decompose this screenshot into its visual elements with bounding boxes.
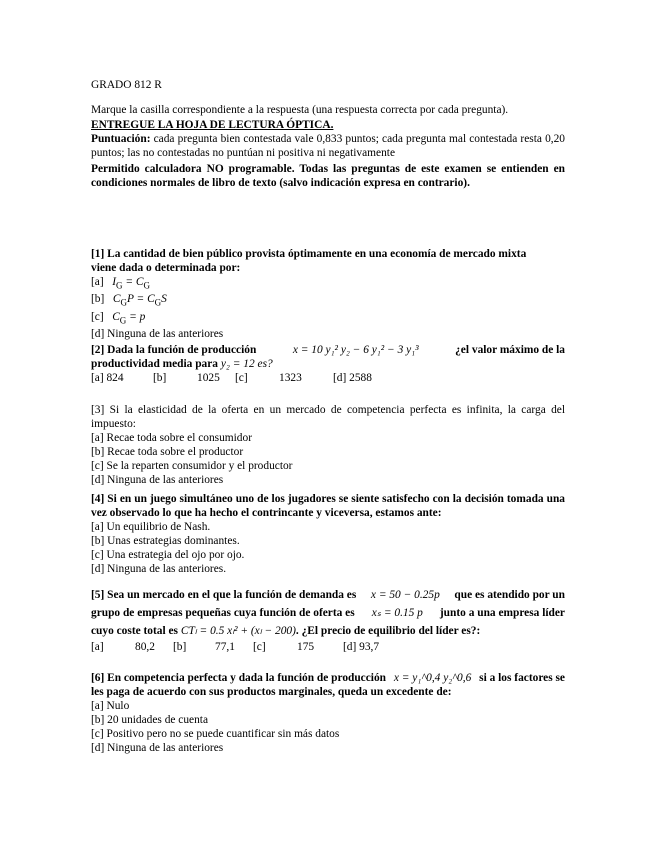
scoring-label: Puntuación: [91,133,151,145]
option-b-math-4: G [154,297,162,308]
calculator-notice: Permitido calculadora NO programable. Todas las preguntas de este examen se entienden en condiciones normales de libro de texto (salvo indicación expresa en contrario). [91,163,565,189]
question-5-stem-b: que es atendido por un [454,589,565,601]
question-2-option-b-value: 1025 [197,372,220,384]
question-1-stem [91,247,565,275]
option-a-math-4: G [143,280,150,291]
question-6-stem-line2: les paga de acuerdo con sus productos marginales, queda un excedente de: [91,686,452,698]
question-5-option-b-label[interactable]: [b] [173,641,187,653]
option-c-math-3: = p [126,310,146,323]
option-b-math-3: P = C [126,293,155,306]
option-a-math-3: = C [122,276,144,288]
question-2-stem-b: ¿el valor máximo de la [455,344,565,356]
question-1 [91,247,565,341]
question-6-stem-a: [6] En competencia perfecta y dada la función de producción [91,672,386,684]
question-1-option-b[interactable]: [b] $C_GP = C_GS$ [91,293,167,308]
question-5-stem-line2b: junto a una empresa líder [439,607,565,619]
question-2-stem-line2 [91,357,565,371]
question-5-option-c-value: 175 [297,641,315,653]
question-2 [91,343,565,385]
question-4-option-d[interactable]: [d] Ninguna de las anteriores. [91,563,227,575]
question-6-option-a[interactable]: [a] Nulo [91,700,130,712]
question-4-option-b[interactable]: [b] Unas estrategias dominantes. [91,535,240,547]
question-5-stem-line1 [91,588,565,602]
question-2-stem-a: [2] Dada la función de producción [91,344,257,356]
option-a-math-2: G [115,280,123,291]
question-3-option-a[interactable]: [a] Recae toda sobre el consumidor [91,432,252,444]
question-5-stem-line3 [91,624,565,638]
question-5-supply: xₛ = 0.15 p [371,607,423,619]
question-4-option-a[interactable]: [a] Un equilibrio de Nash. [91,521,211,533]
question-2-stem-line2b: y₂ = 12 es? [220,358,273,370]
question-5-options [91,640,565,654]
question-6-stem-line1 [91,671,565,685]
question-2-option-c-value: 1323 [279,372,302,384]
question-6-option-b[interactable]: [b] 20 unidades de cuenta [91,714,209,726]
question-3-option-c[interactable]: [c] Se la reparten consumidor y el productor [91,460,293,472]
deliver-notice: ENTREGUE LA HOJA DE LECTURA ÓPTICA. [91,119,334,131]
scoring-text: cada pregunta bien contestada vale 0,833 puntos; cada pregunta mal contestada resta 0,20 puntos; las no contestadas no puntúan ni positiva ni negativamente [91,133,565,159]
question-3-stem: [3] Si la elasticidad de la oferta en un mercado de competencia perfecta es infinita, la carga del impuesto: [91,404,565,430]
option-b-math-1: C [112,293,121,306]
question-1-stem-line2: viene dada o determinada por: [91,262,241,274]
option-b-math-2: G [120,297,127,308]
question-5-option-b-value: 77,1 [215,641,235,653]
question-2-stem-line2a: productividad media para [91,358,219,370]
scoring-block [91,132,565,160]
question-2-option-b-label[interactable]: [b] [153,372,167,384]
question-5-option-d[interactable]: [d] 93,7 [343,641,380,653]
question-2-formula: x = 10 y₁² y₂ − 6 y₁² − 3 y₁³ [292,344,419,356]
option-b-math-5: S [161,293,167,306]
question-2-stem-line1 [91,343,565,357]
question-5 [91,588,565,654]
exam-code: GRADO 812 R [91,79,162,91]
option-a-math-1: I [112,276,116,288]
question-5-option-a-label[interactable]: [a] [91,641,104,653]
question-5-cost: CTₗ = 0.5 xₗ² + (xₗ − 200) [180,625,296,637]
question-5-stem-a: [5] Sea un mercado en el que la función de demanda es [91,589,357,601]
instruction-text: Marque la casilla correspondiente a la respuesta (una respuesta correcta por cada pregunta). [91,104,509,116]
question-6-formula: x = y₁^0,4 y₂^0,6 [393,672,472,684]
question-3-option-b[interactable]: [b] Recae toda sobre el productor [91,446,244,458]
question-1-option-d[interactable]: [d] Ninguna de las anteriores [91,327,224,340]
question-1-option-c[interactable]: [c] $C_G = p$ [91,310,146,325]
question-2-option-d[interactable]: [d] 2588 [333,372,372,384]
option-c-math-2: G [119,314,127,325]
question-2-option-a[interactable]: [a] 824 [91,372,124,384]
question-2-options [91,371,565,385]
question-1-stem-line1: [1] La cantidad de bien público provista óptimamente en una economía de mercado mixta [91,248,527,260]
question-6-option-c[interactable]: [c] Positivo pero no se puede cuantificar sin más datos [91,728,340,740]
question-3-option-d[interactable]: [d] Ninguna de las anteriores [91,474,224,486]
question-4-stem: [4] Si en un juego simultáneo uno de los jugadores se siente satisfecho con la decisión tomada una vez observado lo que ha hecho el contrincante y viceversa, estamos ante: [91,493,565,519]
question-1-option-a[interactable]: [a] $I_G = C_G$ [91,276,150,291]
question-5-stem-line3a: cuyo coste total es [91,625,178,637]
question-5-demand: x = 50 − 0.25p [370,589,440,601]
question-2-option-c-label[interactable]: [c] [235,372,248,384]
question-4 [91,492,565,576]
question-3 [91,403,565,487]
question-6-stem-b: si a los factores se [479,672,565,684]
question-4-option-c[interactable]: [c] Una estrategia del ojo por ojo. [91,549,245,561]
option-c-math-1: C [112,310,120,323]
question-6 [91,671,565,755]
question-5-stem-line3b: . ¿El precio de equilibrio del líder es?: [295,625,481,637]
question-5-option-c-label[interactable]: [c] [253,641,266,653]
question-5-stem-line2 [91,606,565,620]
question-5-option-a-value: 80,2 [135,641,155,653]
question-6-option-d[interactable]: [d] Ninguna de las anteriores [91,742,224,754]
question-5-stem-line2a: grupo de empresas pequeñas cuya función de oferta es [91,607,355,619]
